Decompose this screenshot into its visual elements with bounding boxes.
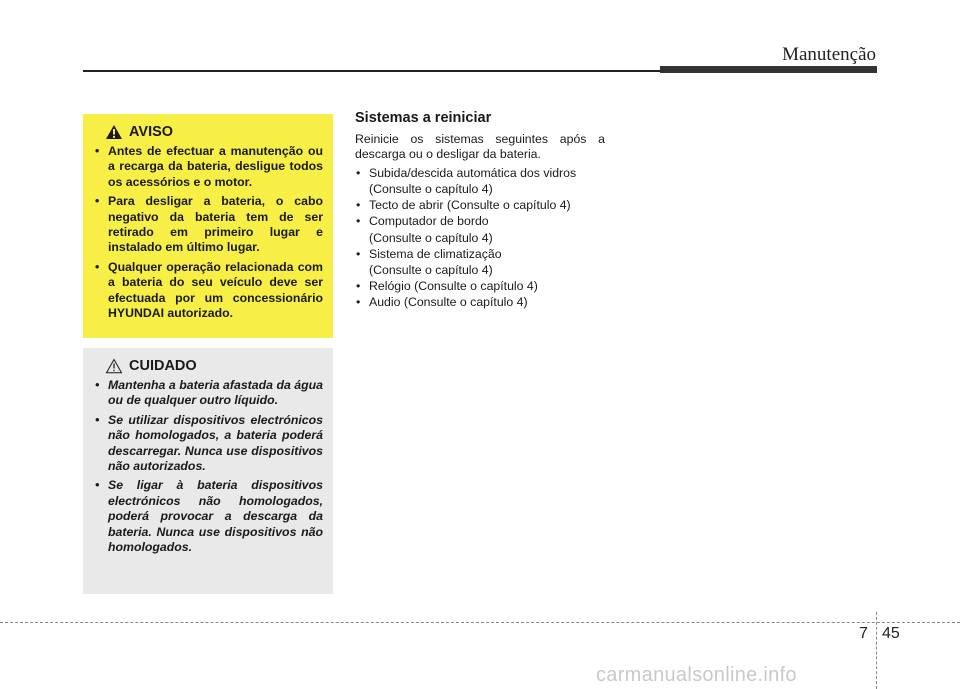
warning-item: • Antes de efectuar a manutenção ou a recarga da bateria, desligue todos os acessórios e o motor. — [93, 144, 323, 190]
list-item-main: • Sistema de climatização — [369, 246, 502, 261]
header-rule — [83, 70, 663, 72]
list-item — [355, 165, 605, 197]
warning-triangle-icon — [105, 124, 123, 140]
footer-divider — [876, 612, 877, 689]
list-item-main: • Tecto de abrir (Consulte o capítulo 4) — [369, 198, 571, 213]
caution-item: • Se ligar à bateria dispositivos electrónicos não homologados, poderá provocar a descarga da bateria. Nunca use dispositivos não homologados. — [93, 478, 323, 555]
caution-item: • Se utilizar dispositivos electrónicos não homologados, a bateria poderá descarregar. Nunca use dispositivos não autorizados. — [93, 413, 323, 475]
caution-title: CUIDADO — [129, 358, 197, 374]
list-item — [355, 213, 605, 245]
warning-box — [83, 114, 333, 338]
footer-rule — [0, 622, 960, 623]
list-item-sub: (Consulte o capítulo 4) — [369, 230, 493, 245]
page-number: 45 — [882, 625, 900, 642]
watermark: carmanualsonline.info — [596, 664, 797, 686]
list-item-main: • Computador de bordo — [369, 214, 489, 229]
caution-title-row — [105, 358, 323, 374]
list-item-main: • Relógio (Consulte o capítulo 4) — [369, 279, 538, 294]
list-item-main: • Subida/descida automática dos vidros — [369, 165, 577, 180]
caution-box — [83, 348, 333, 594]
reset-systems-intro: Reinicie os sistemas seguintes após a descarga ou o desligar da bateria. — [355, 132, 605, 162]
warning-title: AVISO — [129, 124, 174, 140]
caution-list — [93, 378, 323, 555]
list-item-sub: (Consulte o capítulo 4) — [369, 182, 493, 197]
list-item-sub: (Consulte o capítulo 4) — [369, 263, 493, 278]
reset-systems-heading: Sistemas a reiniciar — [355, 110, 492, 126]
list-item-main: • Audio (Consulte o capítulo 4) — [369, 295, 528, 310]
warning-title-row — [105, 124, 323, 140]
caution-triangle-icon — [105, 358, 123, 374]
chapter-number: 7 — [859, 625, 868, 642]
reset-systems-section — [355, 110, 605, 311]
list-item — [355, 294, 605, 310]
warning-item: • Qualquer operação relacionada com a bateria do seu veículo deve ser efectuada por um concessionário HYUNDAI autorizado. — [93, 260, 323, 322]
warning-list — [93, 144, 323, 321]
list-item — [355, 197, 605, 213]
caution-item: • Mantenha a bateria afastada da água ou de qualquer outro líquido. — [93, 378, 323, 409]
list-item — [355, 278, 605, 294]
header-rule-accent — [660, 66, 877, 73]
warning-item: • Para desligar a bateria, o cabo negativo da bateria tem de ser retirado em primeiro lugar e instalado em último lugar. — [93, 194, 323, 256]
section-title: Manutenção — [782, 44, 876, 65]
list-item — [355, 246, 605, 278]
reset-systems-list — [355, 165, 605, 311]
